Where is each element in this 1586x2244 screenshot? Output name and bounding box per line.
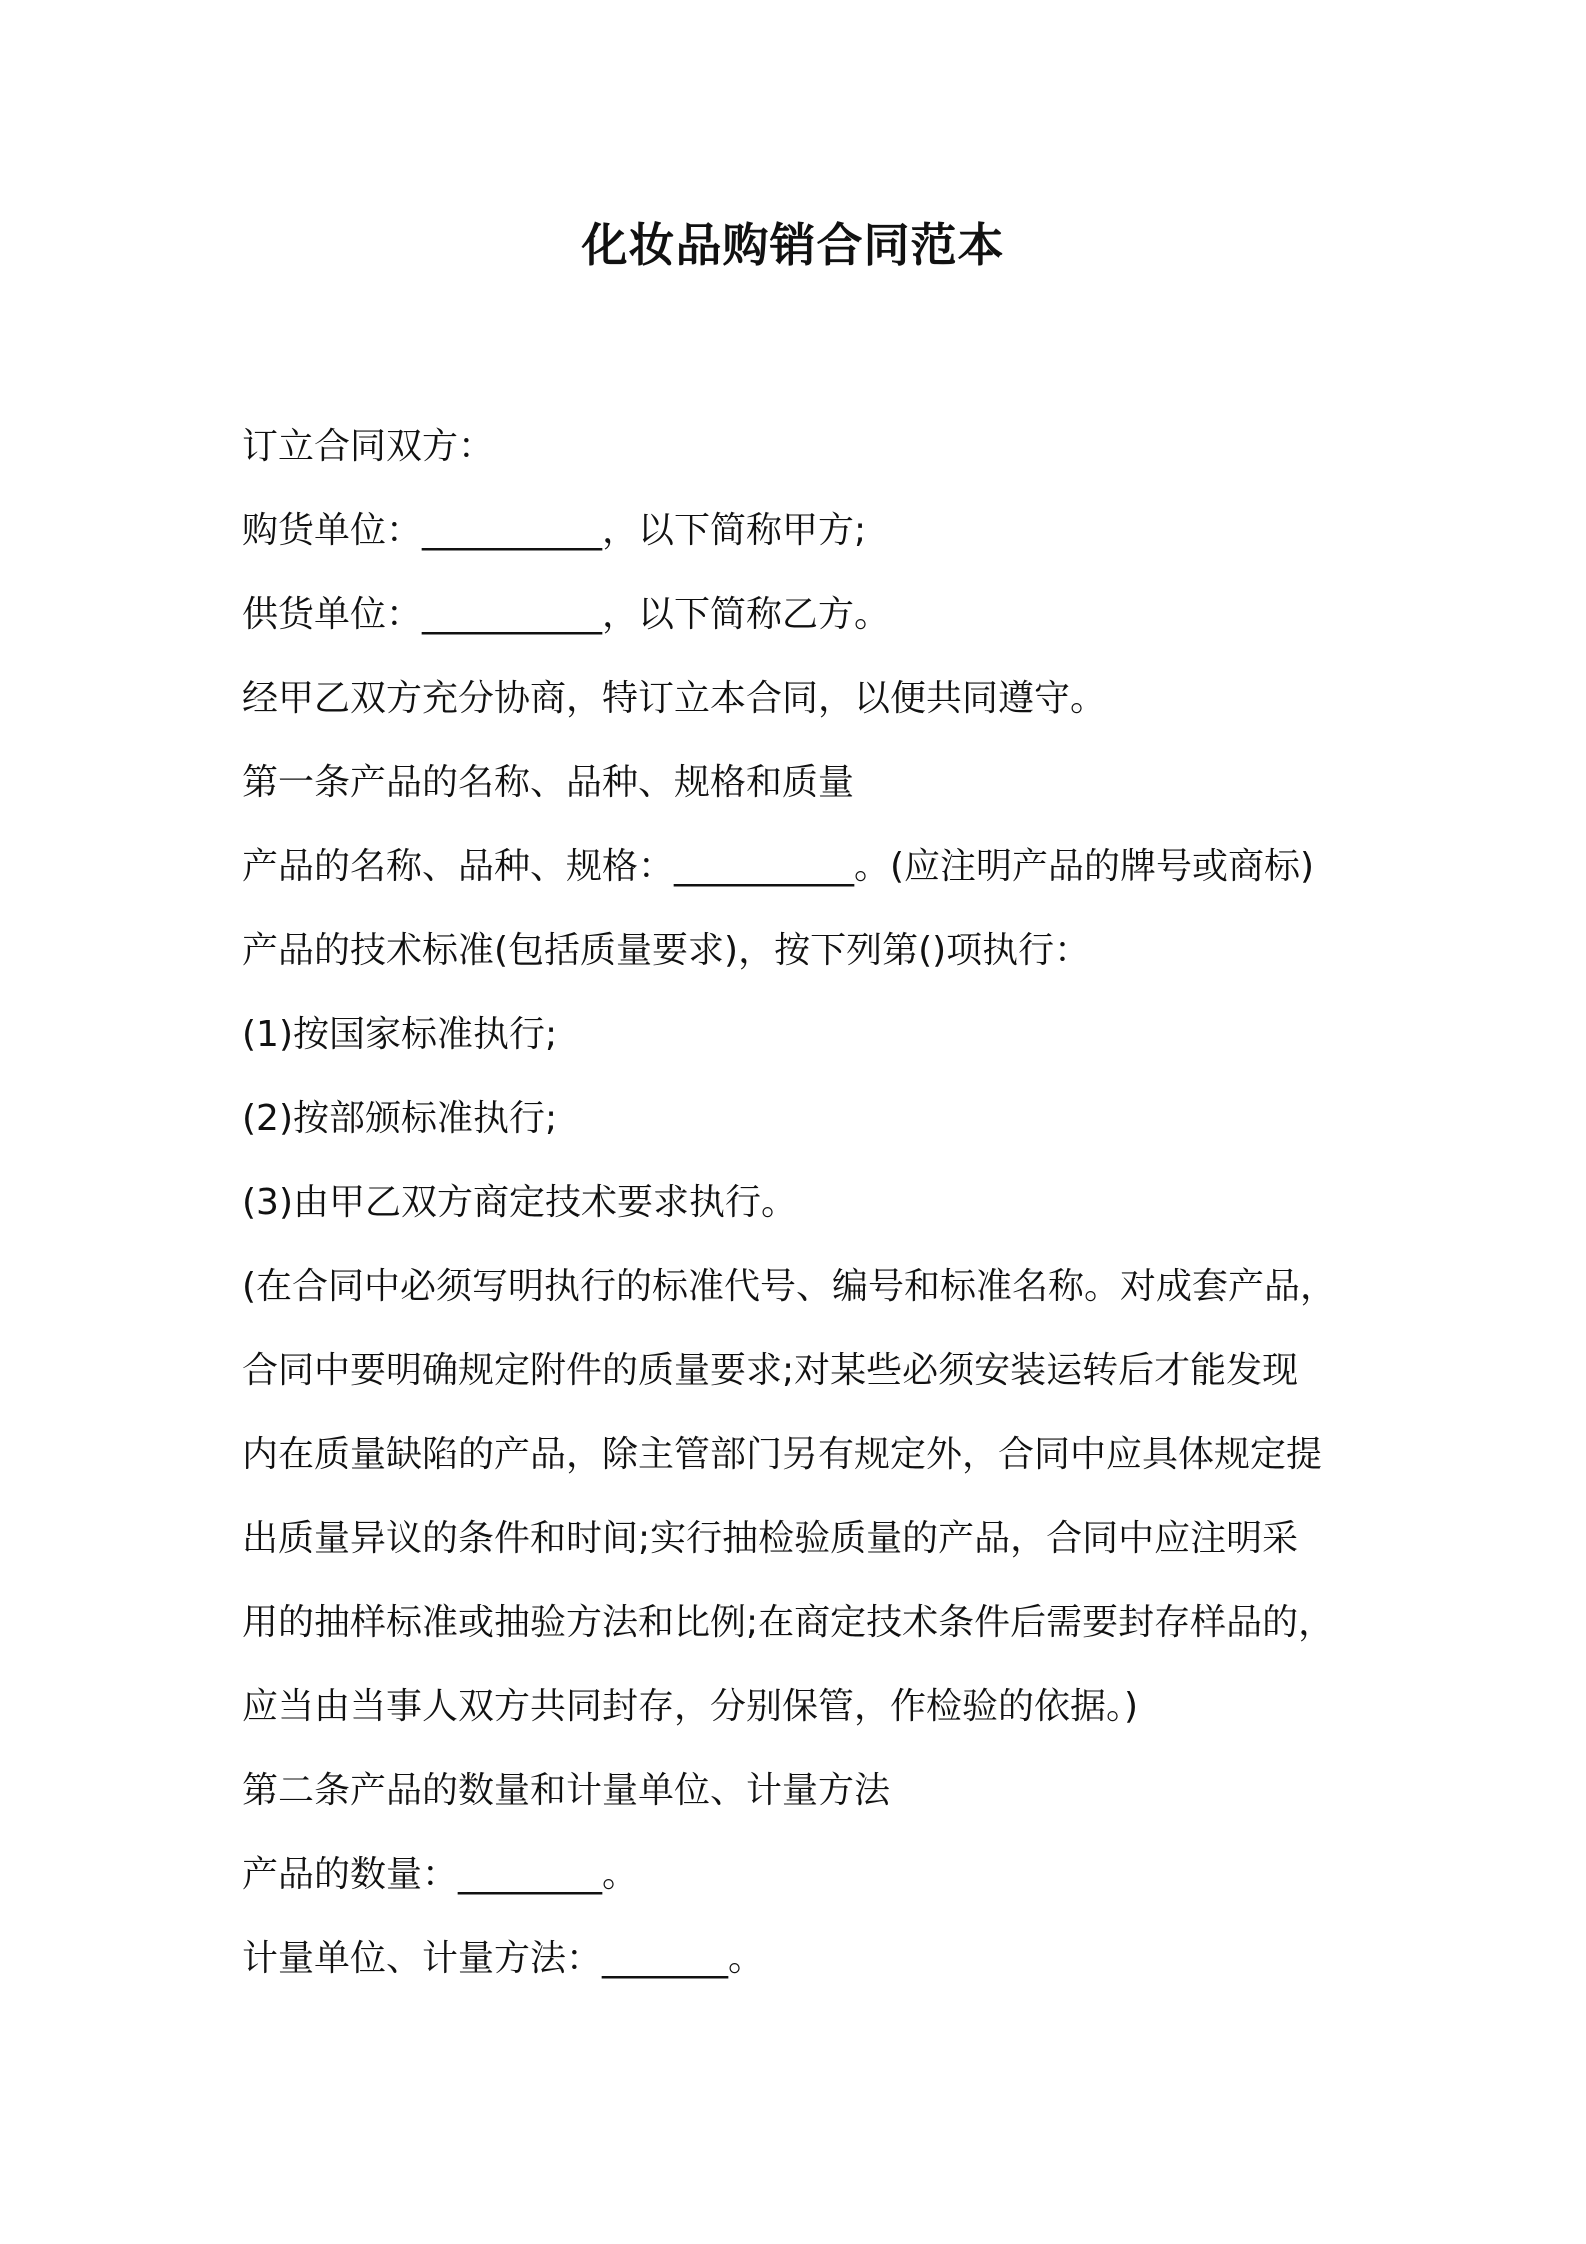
document-body (242, 405, 1382, 2001)
quality-note-line: 应当由当事人双方共同封存，分别保管，作检验的依据。) (242, 1686, 1139, 1727)
quantity-line: 产品的数量：________。 (242, 1854, 639, 1895)
quality-note-line: (在合同中必须写明执行的标准代号、编号和标准名称。对成套产品， (242, 1266, 1337, 1307)
quality-note-line: 用的抽样标准或抽验方法和比例;在商定技术条件后需要封存样品的， (242, 1602, 1335, 1643)
product-name-line: 产品的名称、品种、规格：__________。(应注明产品的牌号或商标) (242, 846, 1315, 887)
standard-option-3: (3)由甲乙双方商定技术要求执行。 (242, 1182, 797, 1223)
article-1-heading: 第一条产品的名称、品种、规格和质量 (242, 762, 855, 803)
standard-option-1: (1)按国家标准执行; (242, 1014, 558, 1055)
measurement-line: 计量单位、计量方法：_______。 (242, 1938, 765, 1979)
standard-option-2: (2)按部颁标准执行; (242, 1098, 558, 1139)
agreement-statement: 经甲乙双方充分协商，特订立本合同，以便共同遵守。 (242, 678, 1107, 719)
technical-standard-line: 产品的技术标准(包括质量要求)，按下列第()项执行： (242, 930, 1091, 971)
supplier-line: 供货单位：__________，以下简称乙方。 (242, 594, 891, 635)
article-2-heading: 第二条产品的数量和计量单位、计量方法 (242, 1770, 891, 1811)
quality-note-line: 出质量异议的条件和时间;实行抽检验质量的产品，合同中应注明采 (242, 1518, 1299, 1559)
document-title: 化妆品购销合同范本 (581, 218, 1005, 272)
quality-note-line: 内在质量缺陷的产品，除主管部门另有规定外，合同中应具体规定提 (242, 1434, 1323, 1475)
parties-heading: 订立合同双方： (242, 426, 495, 467)
buyer-line: 购货单位：__________，以下简称甲方; (242, 510, 867, 551)
quality-note-line: 合同中要明确规定附件的质量要求;对某些必须安装运转后才能发现 (242, 1350, 1299, 1391)
